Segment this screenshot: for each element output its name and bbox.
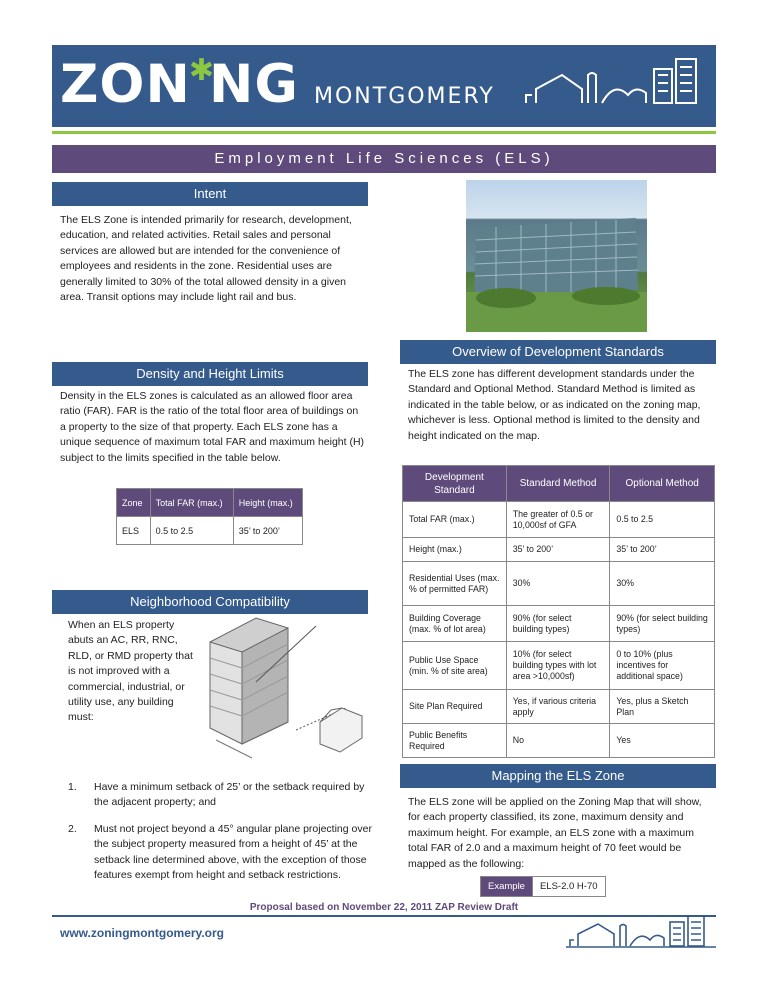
intent-text: The ELS Zone is intended primarily for research, development, education, and related activities. Retail sales and personal services are allowed but are intended for the convenience of employees and residents in the zone. Residential uses are generally limited to 30% of the total allowed density in a given area. Transit options may include light rail and bus. [60,214,352,304]
header-banner [52,45,716,127]
development-standards-table [402,465,715,758]
setback-diagram [196,612,368,760]
table-row [403,562,715,606]
table-cell: 10% (for select building types with lot area >10,000sf) [506,642,610,690]
footer-url-link[interactable]: www.zoningmontgomery.org [60,926,224,940]
example-label: Example [481,877,533,897]
main-title: Employment Life Sciences (ELS) [52,145,716,173]
table-header-row [403,466,715,502]
table-cell: 35’ to 200’ [610,538,715,562]
table-cell: 0 to 10% (plus incentives for additional space) [610,642,715,690]
overview-heading: Overview of Development Standards [400,340,716,364]
table-header-cell: Standard Method [506,466,610,502]
footer-note: Proposal based on November 22, 2011 ZAP Review Draft [249,902,519,913]
example-value: ELS-2.0 H-70 [532,877,605,897]
table-cell: 0.5 to 2.5 [150,517,233,545]
table-cell: 90% (for select building types) [610,606,715,642]
table-row [403,606,715,642]
overview-text: The ELS zone has different development standards under the Standard and Optional Method. Standard Method is limited as indicated in the table below, or as indicated on the zoning map, whichever is less. Optional method is limited to the density and height indicated on the map. [408,368,701,442]
table-header-cell: Zone [117,489,151,517]
skyline-icon [566,912,716,952]
list-number: 2. [68,823,77,835]
table-header-cell: Optional Method [610,466,715,502]
table-row [403,502,715,538]
density-text: Density in the ELS zones is calculated as an allowed floor area ratio (FAR). FAR is the ratio of the total floor area of buildings on a property to the size of that property. Each ELS zone has a unique sequence of maximum total FAR and maximum height (H) subject to the limits specified in the table below. [60,390,365,464]
table-row [403,690,715,724]
neighborhood-text: When an ELS property abuts an AC, RR, RNC, RLD, or RMD property that is not improved with a commercial, industrial, or utility use, any building must: [68,619,193,724]
list-text: Have a minimum setback of 25’ or the setback required by the adjacent property; and [94,781,365,809]
mapping-text: The ELS zone will be applied on the Zoning Map that will show, for each property classified, its zone, maximum density and maximum height. For example, an ELS zone with a maximum total FAR of 2.0 and a maximum height of 70 feet would be mapped as the following: [408,796,702,870]
building-illustration [466,180,647,332]
table-cell: No [506,724,610,758]
list-text: Must not project beyond a 45° angular plane projecting over the subject property measured from a height of 45’ at the setback line determined above, with the exception of those features exempt from height and setback restrictions. [94,823,372,882]
table-header-cell: Height (max.) [233,489,302,517]
table-row [117,517,303,545]
table-row [403,724,715,758]
mapping-heading: Mapping the ELS Zone [400,764,716,788]
table-header-row [117,489,303,517]
skyline-icon [522,53,712,113]
table-cell: Building Coverage (max. % of lot area) [403,606,507,642]
table-cell: Total FAR (max.) [403,502,507,538]
green-rule [52,131,716,134]
table-cell: Yes, if various criteria apply [506,690,610,724]
table-cell: Yes, plus a Sketch Plan [610,690,715,724]
building-photo [466,180,647,332]
table-cell: Public Benefits Required [403,724,507,758]
far-height-table [116,488,303,545]
table-cell: 35’ to 200’ [506,538,610,562]
asterisk-icon: ✱ [188,53,215,88]
table-cell: 0.5 to 2.5 [610,502,715,538]
table-cell: 30% [506,562,610,606]
table-cell: Yes [610,724,715,758]
table-row [403,538,715,562]
logo-title: ZON✱NG [60,53,299,115]
list-number: 1. [68,781,77,793]
table-cell: Site Plan Required [403,690,507,724]
table-cell: 30% [610,562,715,606]
table-row [481,877,606,897]
table-cell: Height (max.) [403,538,507,562]
table-cell: 35’ to 200’ [233,517,302,545]
intent-heading: Intent [52,182,368,206]
table-cell: 90% (for select building types) [506,606,610,642]
table-cell: Residential Uses (max. % of permitted FAR) [403,562,507,606]
table-cell: ELS [117,517,151,545]
table-cell: The greater of 0.5 or 10,000sf of GFA [506,502,610,538]
logo-subtitle: MONTGOMERY [314,84,495,109]
table-header-cell: Total FAR (max.) [150,489,233,517]
density-heading: Density and Height Limits [52,362,368,386]
example-map-label [480,876,606,897]
neighborhood-heading: Neighborhood Compatibility [52,590,368,614]
table-header-cell: Development Standard [403,466,507,502]
table-cell: Public Use Space (min. % of site area) [403,642,507,690]
table-row [403,642,715,690]
